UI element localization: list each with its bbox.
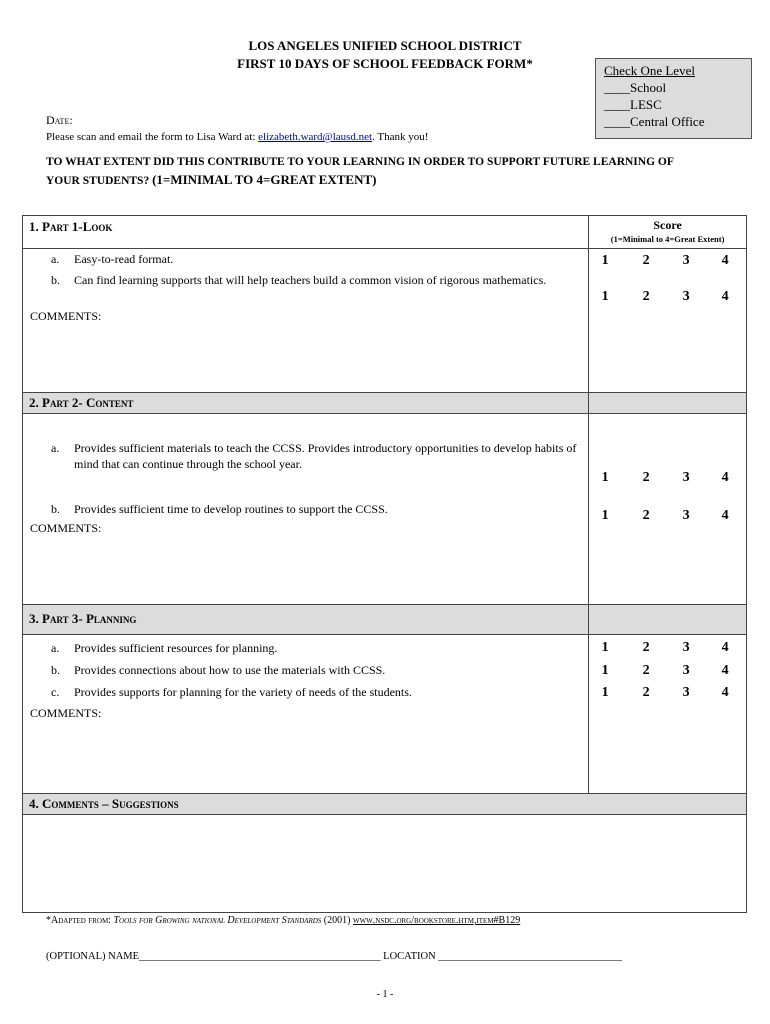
- section-2-items: [23, 414, 589, 605]
- score-option[interactable]: 4: [721, 685, 729, 700]
- score-title: Score: [653, 218, 682, 232]
- score-option[interactable]: 4: [721, 253, 729, 268]
- location-label: LOCATION: [383, 951, 436, 962]
- page-number: - 1 -: [376, 989, 394, 1000]
- score-option[interactable]: 4: [721, 289, 729, 304]
- score-option[interactable]: 4: [721, 663, 729, 678]
- score-option[interactable]: 4: [721, 470, 729, 485]
- list-item: b. Can find learning supports that will help teachers build a common vision of rigorous mathematics.: [51, 273, 547, 287]
- score-option[interactable]: 2: [642, 253, 650, 268]
- question-line2: YOUR STUDENTS? (1=MINIMAL TO 4=GREAT EXTENT): [46, 172, 377, 187]
- feedback-table: [22, 215, 747, 913]
- score-option[interactable]: 3: [682, 685, 690, 700]
- section-3-scores: [589, 635, 747, 794]
- section-2-score-header: [589, 393, 747, 414]
- score-option[interactable]: 3: [682, 663, 690, 678]
- score-option[interactable]: 3: [682, 640, 690, 655]
- score-option[interactable]: 1: [601, 685, 609, 700]
- scale-description: (1=MINIMAL TO 4=GREAT EXTENT): [152, 172, 377, 187]
- score-option[interactable]: 2: [642, 663, 650, 678]
- comments-suggestions-area[interactable]: [23, 815, 747, 913]
- list-item: b. Provides connections about how to use the materials with CCSS.: [51, 663, 386, 677]
- score-option[interactable]: 3: [682, 470, 690, 485]
- section-2-scores: [589, 414, 747, 605]
- score-option[interactable]: 4: [721, 640, 729, 655]
- form-title-line2: FIRST 10 DAYS OF SCHOOL FEEDBACK FORM*: [237, 56, 533, 71]
- source-url[interactable]: www.nsdc.org/bookstore.htm,item#B129: [352, 915, 521, 926]
- section-3-header: 3. Part 3- Planning: [23, 605, 589, 635]
- section-1-header: 1. Part 1-Look: [23, 216, 589, 249]
- score-subtitle: (1=Minimal to 4=Great Extent): [610, 234, 725, 244]
- comments-label: COMMENTS:: [30, 521, 102, 535]
- section-1-items: [23, 249, 589, 393]
- section-3-score-header: [589, 605, 747, 635]
- level-option-lesc[interactable]: ____LESC: [604, 97, 662, 112]
- list-item: a. Provides sufficient resources for planning.: [51, 641, 278, 655]
- score-option[interactable]: 3: [682, 289, 690, 304]
- score-option[interactable]: 1: [601, 253, 609, 268]
- list-item: a. Easy-to-read format.: [51, 252, 174, 266]
- score-option[interactable]: 4: [721, 508, 729, 523]
- level-option-central-office[interactable]: ____Central Office: [604, 114, 705, 129]
- score-option[interactable]: 2: [642, 508, 650, 523]
- name-label: (OPTIONAL) NAME: [46, 951, 140, 962]
- score-option[interactable]: 3: [682, 253, 690, 268]
- score-header: [589, 216, 747, 249]
- list-item: b. Provides sufficient time to develop routines to support the CCSS.: [51, 502, 388, 516]
- score-option[interactable]: 2: [642, 640, 650, 655]
- section-3-items: [23, 635, 589, 794]
- form-title-line1: LOS ANGELES UNIFIED SCHOOL DISTRICT: [248, 38, 522, 53]
- level-selection-box: [595, 58, 752, 139]
- optional-name-line: [46, 951, 622, 962]
- score-option[interactable]: 1: [601, 640, 609, 655]
- instructions-line: [46, 131, 428, 143]
- list-item: c. Provides supports for planning for the variety of needs of the students.: [51, 685, 412, 699]
- comments-label: COMMENTS:: [30, 309, 102, 323]
- score-option[interactable]: 2: [642, 470, 650, 485]
- date-label: Date:: [46, 113, 73, 127]
- name-field[interactable]: ______________________________________________: [139, 951, 381, 962]
- score-option[interactable]: 1: [601, 663, 609, 678]
- score-option[interactable]: 2: [642, 685, 650, 700]
- section-2-header: 2. Part 2- Content: [23, 393, 589, 414]
- comments-label: COMMENTS:: [30, 706, 102, 720]
- email-link[interactable]: elizabeth.ward@lausd.net: [258, 131, 373, 143]
- section-1-scores: [589, 249, 747, 393]
- score-option[interactable]: 3: [682, 508, 690, 523]
- source-title: Tools for Growing national Development Standards: [113, 915, 322, 926]
- score-option[interactable]: 1: [601, 470, 609, 485]
- score-option[interactable]: 1: [601, 289, 609, 304]
- survey-question: [46, 154, 746, 190]
- list-item: a. Provides sufficient materials to teach the CCSS. Provides introductory opportunities to develop habits of mind that can continue through the school year.: [51, 441, 577, 471]
- score-option[interactable]: 2: [642, 289, 650, 304]
- section-4-header: 4. Comments – Suggestions: [23, 794, 747, 815]
- question-line1: TO WHAT EXTENT DID THIS CONTRIBUTE TO YOUR LEARNING IN ORDER TO SUPPORT FUTURE LEARNING OF: [46, 156, 674, 168]
- level-option-school[interactable]: ____School: [604, 80, 667, 95]
- adapted-from-note: *Adapted from: Tools for Growing national Development Standards (2001) www.nsdc.org/bookstore.htm,item#B129: [46, 915, 521, 926]
- location-field[interactable]: ___________________________________: [438, 951, 623, 962]
- instructions-text: Please scan and email the form to Lisa Ward at:: [46, 131, 256, 143]
- level-heading: Check One Level: [604, 63, 695, 78]
- score-option[interactable]: 1: [601, 508, 609, 523]
- instructions-thanks: . Thank you!: [372, 131, 429, 143]
